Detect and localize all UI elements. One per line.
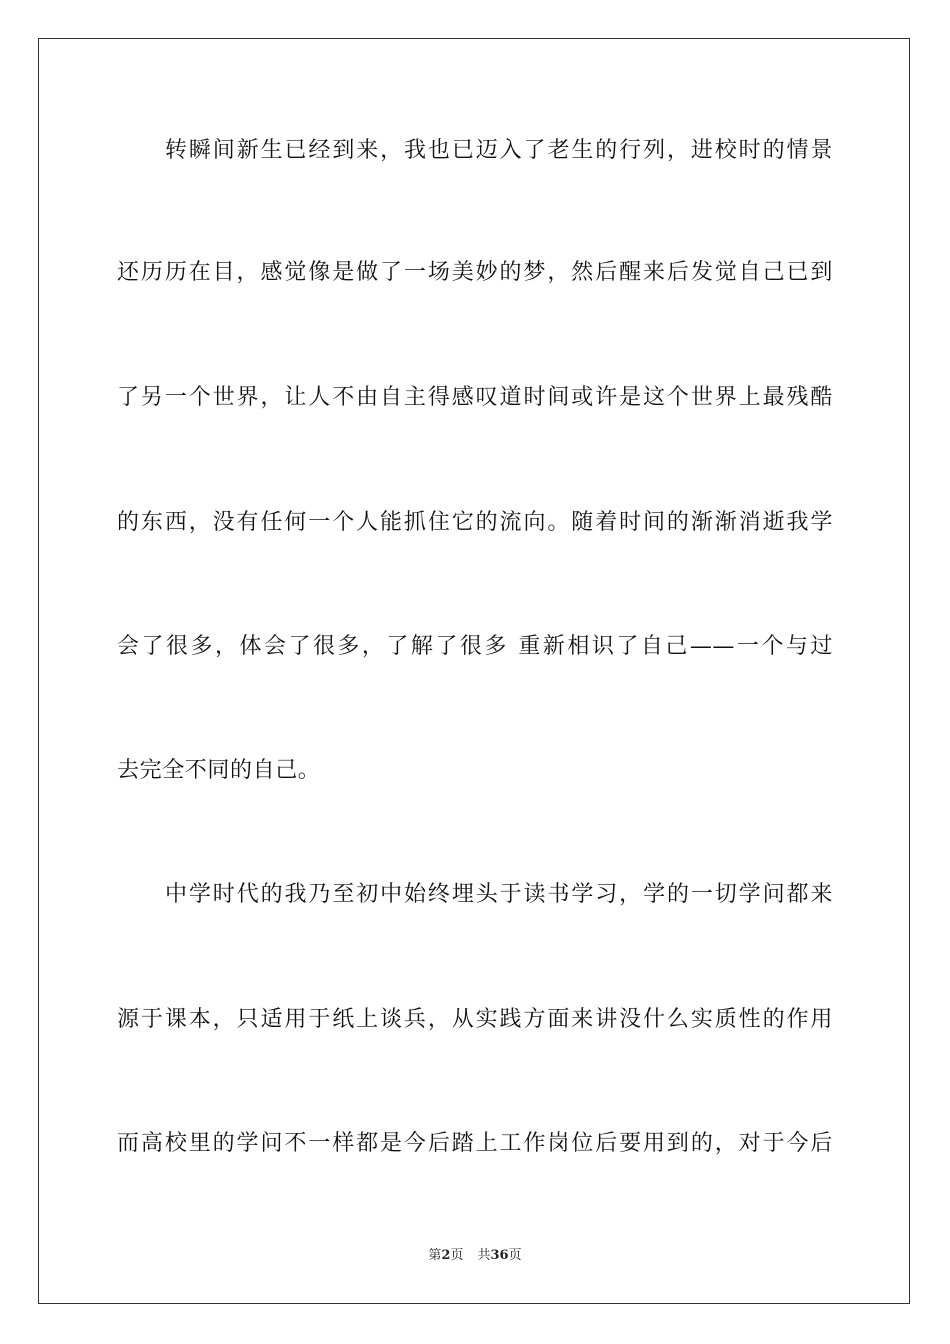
paragraph-1-line-2: 还历历在目，感觉像是做了一场美妙的梦，然后醒来后发觉自己已到	[117, 260, 833, 285]
total-pages: 36	[490, 1248, 509, 1263]
paragraph-1-line-1: 转瞬间新生已经到来，我也已迈入了老生的行列，进校时的情景	[165, 138, 833, 163]
paragraph-1-line-3: 了另一个世界，让人不由自主得感叹道时间或许是这个世界上最残酷	[117, 385, 833, 410]
page-prefix: 第	[428, 1248, 442, 1263]
paragraph-2-line-2: 源于课本，只适用于纸上谈兵，从实践方面来讲没什么实质性的作用	[117, 1007, 833, 1032]
paragraph-2-line-1: 中学时代的我乃至初中始终埋头于读书学习，学的一切学问都来	[165, 882, 833, 907]
page-border	[38, 38, 910, 1304]
page-suffix: 页	[450, 1248, 464, 1263]
page-footer	[0, 1247, 950, 1265]
total-suffix: 页	[508, 1248, 522, 1263]
paragraph-1-line-5: 会了很多，体会了很多，了解了很多 重新相识了自己——一个与过	[117, 634, 833, 659]
total-prefix: 共	[477, 1248, 491, 1263]
paragraph-1-line-6: 去完全不同的自己。	[117, 758, 321, 783]
page-number: 2	[441, 1248, 451, 1263]
paragraph-2-line-3: 而高校里的学问不一样都是今后踏上工作岗位后要用到的，对于今后	[117, 1131, 833, 1156]
paragraph-1-line-4: 的东西，没有任何一个人能抓住它的流向。随着时间的渐渐消逝我学	[117, 510, 833, 535]
